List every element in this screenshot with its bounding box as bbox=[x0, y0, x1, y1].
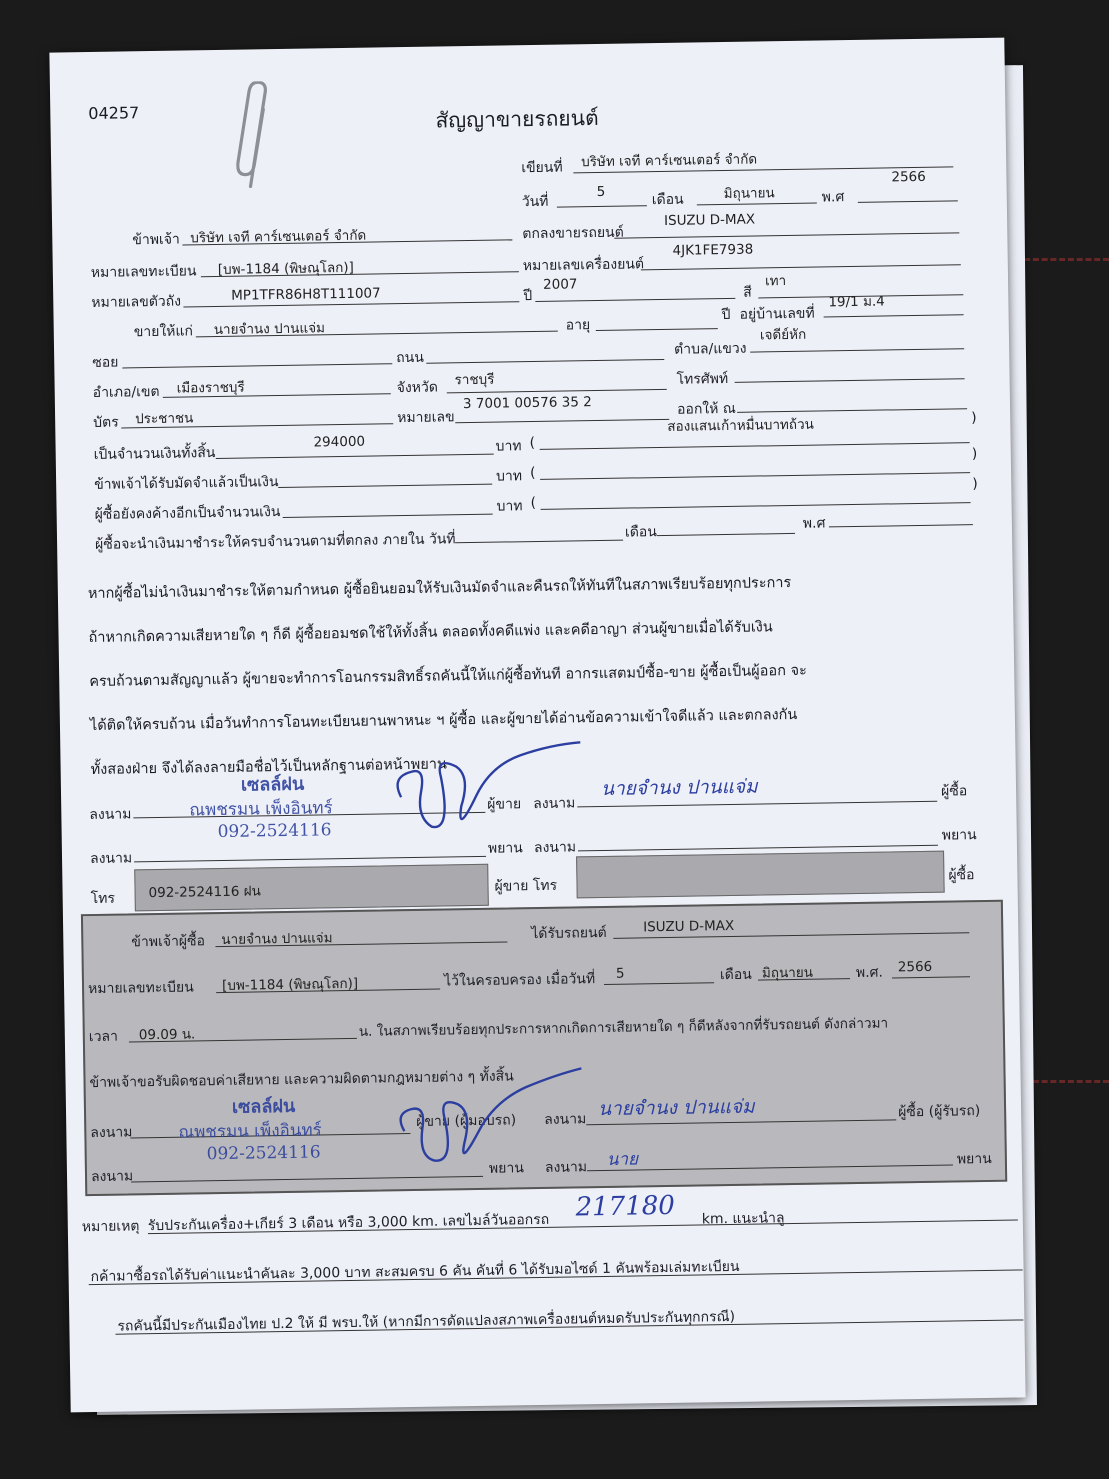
vehicle-receipt-section bbox=[81, 900, 1007, 1196]
underline bbox=[540, 472, 970, 480]
receipt-stamp-phone: 092-2524116 bbox=[206, 1142, 321, 1165]
date-month-label: เดือน bbox=[651, 191, 684, 209]
receipt-day-value: 5 bbox=[615, 965, 625, 982]
sign-label: ลงนาม bbox=[544, 1111, 587, 1128]
underline bbox=[829, 524, 973, 527]
underline bbox=[540, 442, 970, 450]
close-paren: ) bbox=[971, 446, 978, 463]
buyer-signature: นายจำนง ปานแจ่ม bbox=[600, 775, 758, 801]
date-year-label: พ.ศ bbox=[821, 189, 845, 206]
car-model-value: ISUZU D-MAX bbox=[663, 211, 756, 229]
written-at-value: บริษัท เจที คาร์เซนเตอร์ จำกัด bbox=[581, 151, 758, 171]
document-title: สัญญาขายรถยนต์ bbox=[435, 105, 599, 133]
house-label: อยู่บ้านเลขที่ bbox=[739, 305, 815, 323]
buyer-role-label: ผู้ซื้อ bbox=[948, 867, 975, 884]
signature-line bbox=[134, 856, 486, 863]
terms-line-3: ครบถ้วนตามสัญญาแล้ว ผู้ขายจะทำการโอนกรรมสิทธิ์รถคันนี้ให้แก่ผู้ซื้อทันที อากรแสตมป์ซื้อ-ขาย ผู้ซื้อเป็นผู้ออก จะ bbox=[89, 662, 807, 691]
underline bbox=[750, 348, 964, 352]
province-value: ราชบุรี bbox=[454, 371, 495, 389]
buyer-role-label: ผู้ซื้อ bbox=[940, 783, 968, 800]
paperclip-icon bbox=[235, 81, 277, 192]
underline bbox=[604, 982, 714, 985]
id-value: 3 7001 00576 35 2 bbox=[462, 394, 592, 413]
baht-label: บาท bbox=[495, 468, 523, 485]
open-paren: ( bbox=[529, 465, 536, 482]
underline bbox=[892, 976, 970, 978]
receipt-seller-role: ผู้ขาย (ผู้มอบรถ) bbox=[416, 1112, 517, 1130]
witness-role-label: พยาน bbox=[487, 840, 523, 857]
terms-line-1: หากผู้ซื้อไม่นำเงินมาชำระให้ตามกำหนด ผู้ซื้อยินยอมให้รับเงินมัดจำและคืนรถให้ทันทีในสภาพเรียบร้อยทุกประการ bbox=[87, 574, 792, 603]
engine-value: 4JK1FE7938 bbox=[672, 241, 754, 259]
phone-short-label: โทร bbox=[90, 890, 116, 908]
card-label: บัตร bbox=[93, 414, 119, 431]
receipt-year-value: 2566 bbox=[897, 958, 933, 976]
note-line-2: กค้ามาซื้อรถได้รับค่าแนะนำคันละ 3,000 บาท สะสมครบ 6 คัน คันที่ 6 ได้รับมอไซด์ 1 คันพร้อมเล่มทะเบียน bbox=[90, 1258, 740, 1286]
receipt-buyer-signature: นายจำนง ปานแจ่ม bbox=[597, 1095, 755, 1121]
receipt-witness-role: พยาน bbox=[956, 1150, 992, 1168]
date-day-value: 5 bbox=[596, 183, 606, 201]
receipt-condition-text: น. ในสภาพเรียบร้อยทุกประการหากเกิดการเสียหายใด ๆ ก็ดีหลังจากที่รับรถยนต์ ดังกล่าวมา bbox=[358, 1015, 889, 1040]
underline bbox=[657, 533, 795, 536]
receipt-responsibility-text: ข้าพเจ้าขอรับผิดชอบค่าเสียหาย และความผิดตามกฎหมายต่าง ๆ ทั้งสิ้น bbox=[89, 1068, 514, 1092]
total-amount: 294000 bbox=[313, 433, 366, 451]
district-label: อำเภอ/เขต bbox=[92, 383, 160, 401]
underline bbox=[535, 298, 735, 302]
total-words: สองแสนเก้าหมื่นบาทถ้วน bbox=[667, 416, 814, 435]
underline bbox=[596, 328, 718, 331]
issued-label: ออกให้ ณ bbox=[676, 400, 736, 418]
district-value: เมืองราชบุรี bbox=[176, 379, 245, 397]
age-label: อายุ bbox=[565, 317, 591, 334]
registration-label: หมายเลขทะเบียน bbox=[90, 263, 197, 281]
sign-label: ลงนาม bbox=[89, 806, 132, 824]
house-value: 19/1 ม.4 bbox=[828, 293, 885, 311]
underline bbox=[641, 264, 961, 270]
note-line-1-end: km. แนะนำลู bbox=[701, 1210, 785, 1228]
sign-label: ลงนาม bbox=[89, 850, 133, 868]
receipt-stamp-fullname: ณพชรมน เพ็งอินทร์ bbox=[178, 1120, 322, 1143]
buyer-phone-box bbox=[576, 851, 945, 899]
document-number: 04257 bbox=[88, 103, 140, 123]
total-label: เป็นจำนวนเงินทั้งสิ้น bbox=[93, 445, 216, 463]
mileage-handwritten: 217180 bbox=[575, 1190, 676, 1223]
pay-year-label: พ.ศ bbox=[802, 515, 826, 532]
underline bbox=[735, 378, 965, 383]
registration-value: [บพ-1184 (พิษณุโลก)] bbox=[217, 259, 355, 278]
receipt-reg-label: หมายเลขทะเบียน bbox=[87, 979, 194, 998]
baht-label: บาท bbox=[495, 438, 522, 455]
seller-phone-role: ผู้ขาย โทร bbox=[494, 877, 558, 895]
receipt-reg-value: [บพ-1184 (พิษณุโลก)] bbox=[221, 975, 359, 994]
year-label: ปี bbox=[523, 288, 533, 305]
note-line-3: รถคันนี้มีประกันเมืองไทย ป.2 ให้ มี พรบ.ให้ (หากมีการดัดแปลงสภาพเครื่องยนต์หมดรับประกันทุกกรณี) bbox=[117, 1308, 736, 1335]
pay-month-label: เดือน bbox=[624, 524, 657, 541]
chassis-value: MP1TFR86H8T111007 bbox=[231, 285, 381, 304]
close-paren: ) bbox=[972, 476, 978, 493]
agree-label: ตกลงขายรถยนต์ bbox=[522, 224, 624, 243]
baht-label: บาท bbox=[496, 498, 523, 515]
buyer-value: นายจำนง ปานแจ่ม bbox=[213, 320, 326, 339]
underline bbox=[455, 540, 623, 544]
seller-role-label: ผู้ขาย bbox=[487, 796, 522, 813]
receipt-possess-label: ไว้ในครอบครอง เมื่อวันที่ bbox=[443, 971, 596, 990]
color-label: สี bbox=[743, 284, 752, 301]
phone-label: โทรศัพท์ bbox=[676, 370, 729, 388]
receipt-buyer-role: ผู้ซื้อ (ผู้รับรถ) bbox=[898, 1103, 981, 1121]
underline bbox=[614, 232, 959, 238]
engine-label: หมายเลขเครื่องยนต์ bbox=[522, 256, 645, 275]
deposit-label: ข้าพเจ้าได้รับมัดจำแล้วเป็นเงิน bbox=[94, 474, 279, 493]
note-line-1: รับประกันเครื่อง+เกียร์ 3 เดือน หรือ 3,000 km. เลขไมล์วันออกรถ bbox=[147, 1211, 550, 1235]
seller-stamp-name: เซลล์ฝน bbox=[240, 773, 305, 796]
receipt-received-label: ได้รับรถยนต์ bbox=[531, 924, 607, 943]
card-type-value: ประชาชน bbox=[135, 410, 194, 428]
pay-by-label: ผู้ซื้อจะนำเงินมาชำระให้ครบจำนวนตามที่ตกลง ภายใน วันที่ bbox=[94, 531, 456, 553]
underline bbox=[426, 359, 664, 364]
receipt-witness-signature: นาย bbox=[606, 1149, 639, 1170]
subdistrict-value: เจดีย์หัก bbox=[759, 326, 807, 344]
province-label: จังหวัด bbox=[396, 379, 439, 397]
id-label: หมายเลข bbox=[397, 409, 455, 427]
receipt-buyer-value: นายจำนง ปานแจ่ม bbox=[221, 930, 333, 948]
witness-role-label: พยาน bbox=[941, 827, 977, 844]
underline bbox=[278, 484, 492, 488]
chassis-label: หมายเลขตัวถัง bbox=[91, 293, 182, 311]
receipt-month-value: มิถุนายน bbox=[761, 964, 814, 982]
receipt-stamp-name: เซลล์ฝน bbox=[231, 1095, 296, 1118]
seller-stamp-phone: 092-2524116 bbox=[217, 820, 332, 843]
soi-label: ซอย bbox=[92, 354, 119, 371]
road-label: ถนน bbox=[396, 349, 424, 367]
subdistrict-label: ตำบล/แขวง bbox=[673, 340, 747, 358]
year-value: 2007 bbox=[542, 276, 578, 293]
receipt-buyer-label: ข้าพเจ้าผู้ซื้อ bbox=[131, 933, 206, 951]
underline bbox=[858, 200, 958, 203]
underline bbox=[541, 502, 971, 510]
underline bbox=[824, 314, 964, 317]
seller-value: บริษัท เจที คาร์เซนเตอร์ จำกัด bbox=[190, 227, 367, 247]
receipt-witness-role: พยาน bbox=[488, 1160, 524, 1177]
note-label: หมายเหตุ bbox=[81, 1218, 140, 1236]
sign-label: ลงนาม bbox=[533, 795, 576, 813]
signature-line bbox=[131, 1176, 483, 1183]
close-paren: ) bbox=[971, 410, 977, 427]
sign-label: ลงนาม bbox=[90, 1168, 134, 1186]
date-year-value: 2566 bbox=[891, 168, 926, 186]
receipt-time-value: 09.09 น. bbox=[138, 1026, 196, 1044]
sign-label: ลงนาม bbox=[90, 1124, 133, 1142]
written-at-label: เขียนที่ bbox=[521, 159, 563, 177]
receipt-seller-signature-scribble bbox=[385, 1058, 587, 1171]
seller-label: ข้าพเจ้า bbox=[132, 231, 180, 249]
seller-stamp-fullname: ณพชรมน เพ็งอินทร์ bbox=[189, 798, 333, 821]
color-value: เทา bbox=[764, 273, 787, 290]
date-month-value: มิถุนายน bbox=[723, 185, 775, 203]
sign-label: ลงนาม bbox=[544, 1159, 588, 1176]
sign-label: ลงนาม bbox=[533, 839, 577, 857]
sale-contract-document bbox=[49, 38, 1025, 1413]
underline bbox=[737, 408, 967, 413]
remaining-label: ผู้ซื้อยังคงค้างอีกเป็นจำนวนเงิน bbox=[94, 504, 281, 523]
underline bbox=[283, 514, 493, 518]
receipt-year-label: พ.ศ. bbox=[855, 964, 884, 982]
underline bbox=[455, 419, 669, 423]
underline bbox=[216, 454, 494, 459]
seller-phone-value: 092-2524116 ฝน bbox=[148, 883, 261, 902]
receipt-car-value: ISUZU D-MAX bbox=[643, 917, 735, 936]
receipt-month-label: เดือน bbox=[719, 966, 752, 984]
terms-line-2: ถ้าหากเกิดความเสียหายใด ๆ ก็ดี ผู้ซื้อยอมชดใช้ให้ทั้งสิ้น ตลอดทั้งคดีแพ่ง และคดีอาญา ส่วนผู้ขายเมื่อได้รับเงิน bbox=[88, 619, 773, 647]
terms-line-4: ได้ติดให้ครบถ้วน เมื่อวันทำการโอนทะเบียนยานพาหนะ ฯ ผู้ซื้อ และผู้ขายได้อ่านข้อความเข้าใจดีแล้ว และตกลงกัน bbox=[89, 706, 798, 735]
underline bbox=[557, 205, 647, 207]
date-day-label: วันที่ bbox=[521, 193, 549, 211]
receipt-time-label: เวลา bbox=[88, 1028, 119, 1046]
signature-line bbox=[587, 1165, 953, 1172]
signature-line bbox=[578, 845, 938, 852]
seller-signature-scribble bbox=[380, 734, 592, 847]
terms-line-5: ทั้งสองฝ่าย จึงได้ลงลายมือชื่อไว้เป็นหลักฐานต่อหน้าพยาน bbox=[90, 756, 447, 779]
underline bbox=[122, 363, 392, 368]
age-unit-label: ปี bbox=[721, 306, 731, 324]
open-paren: ( bbox=[529, 435, 536, 452]
open-paren: ( bbox=[530, 494, 537, 512]
sell-to-label: ขายให้แก่ bbox=[133, 323, 194, 341]
